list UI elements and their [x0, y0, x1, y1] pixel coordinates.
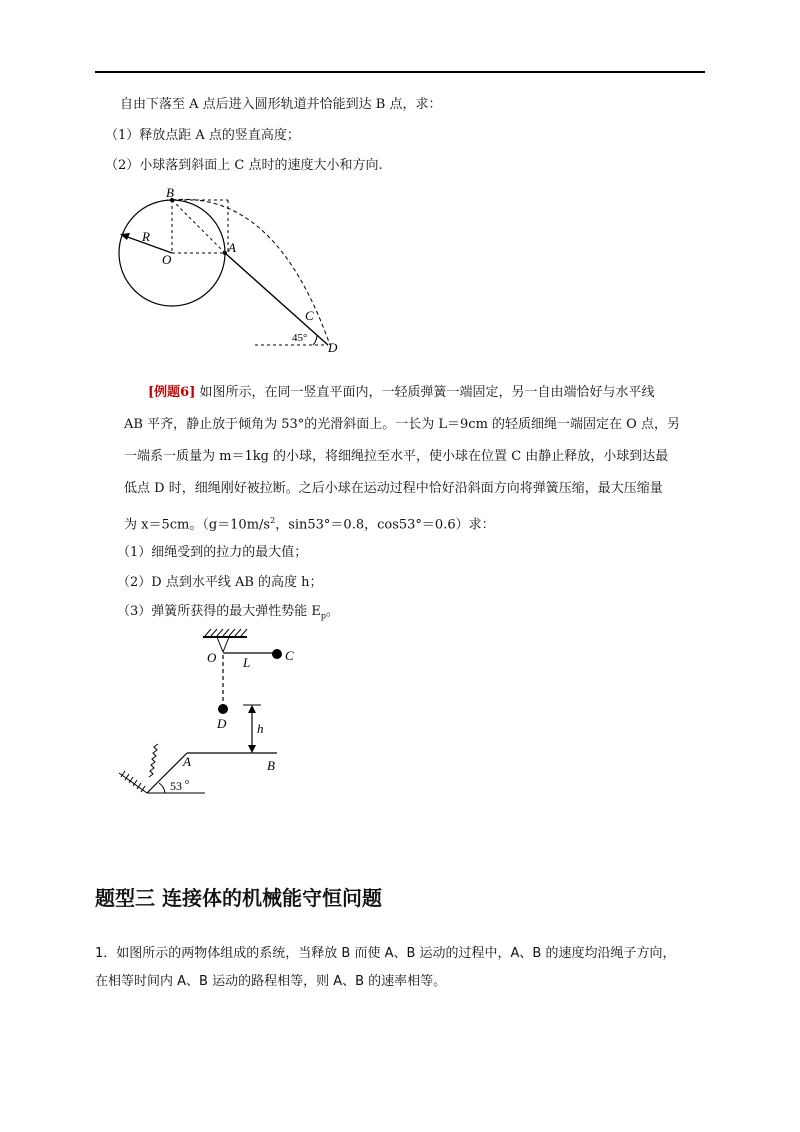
h-arrow-up-icon [248, 705, 256, 713]
spring [149, 744, 158, 777]
fig2-label-O: O [207, 650, 217, 665]
fig2-angle: 53 [170, 779, 182, 793]
fig2-label-A: A [183, 754, 191, 769]
h-arrow-down-icon [248, 745, 256, 753]
problem5-question-2: （2）小球落到斜面上 C 点时的速度大小和方向. [105, 158, 383, 173]
example6-line1: [例题6] 如图所示，在同一竖直平面内，一轻质弹簧一端固定，另一自由端恰好与水平线 [148, 385, 655, 400]
ball-D [218, 704, 228, 714]
example6-line5: 为 x＝5cm。（$g=10m/s^2$，sin53°＝0.8，cos53°＝0.6）求： [124, 516, 495, 533]
example6-question-1: （1）细绳受到的拉力的最大值； [117, 545, 308, 560]
figure-circle-track [110, 185, 350, 355]
problem5-question-1: （1）释放点距 A 点的竖直高度； [105, 128, 300, 143]
example6-line3: 一端系一质量为 m＝1kg 的小球，将细绳拉至水平，使小球在位置 C 由静止释放，小球到达最 [124, 449, 669, 464]
fig2-label-B: B [267, 758, 275, 773]
header-rule [95, 71, 705, 73]
section3-paragraph-line2: 在相等时间内 A、B 运动的路程相等，则 A、B 的速率相等。 [95, 974, 447, 989]
fig2-label-L: L [243, 655, 251, 670]
fig1-angle: 45° [292, 332, 308, 344]
fig1-label-B: B [166, 185, 174, 200]
section-title: 题型三 连接体的机械能守恒问题 [95, 886, 382, 910]
example6-question-3: （3）弹簧所获得的最大弹性势能 $E_p$。 [117, 604, 340, 621]
fig2-label-D: D [217, 716, 227, 731]
figure-spring-incline [115, 625, 305, 805]
example6-line4: 低点 D 时，细绳刚好被拉断。之后小球在运动过程中恰好沿斜面方向将弹簧压缩，最大压缩量 [124, 481, 663, 496]
fig1-label-D: D [328, 340, 338, 355]
fig1-label-O: O [162, 252, 172, 267]
fig2-label-C: C [285, 648, 294, 663]
example6-tag: [例题6] [148, 385, 196, 400]
ball-C [272, 649, 282, 659]
incline-line [225, 253, 328, 345]
example6-question-2: （2）D 点到水平线 AB 的高度 h； [117, 575, 323, 590]
section3-paragraph-line1: 1．如图所示的两物体组成的系统，当释放 B 而使 A、B 运动的过程中，A、B 的速度均沿绳子方向， [95, 946, 676, 961]
fig2-label-h: h [257, 721, 264, 736]
example6-line2: AB 平齐，静止放于倾角为 53°的光滑斜面上。一长为 L＝9cm 的轻质细绳一端固定在 O 点，另 [124, 417, 680, 432]
problem5-intro: 自由下落至 A 点后进入圆形轨道并恰能到达 B 点，求： [120, 97, 442, 112]
fig1-label-A: A [228, 240, 236, 255]
svg-text:o: o [185, 777, 189, 786]
trajectory-arc [172, 199, 330, 345]
fig1-label-C: C [305, 308, 314, 323]
fig1-label-R: R [142, 229, 150, 244]
